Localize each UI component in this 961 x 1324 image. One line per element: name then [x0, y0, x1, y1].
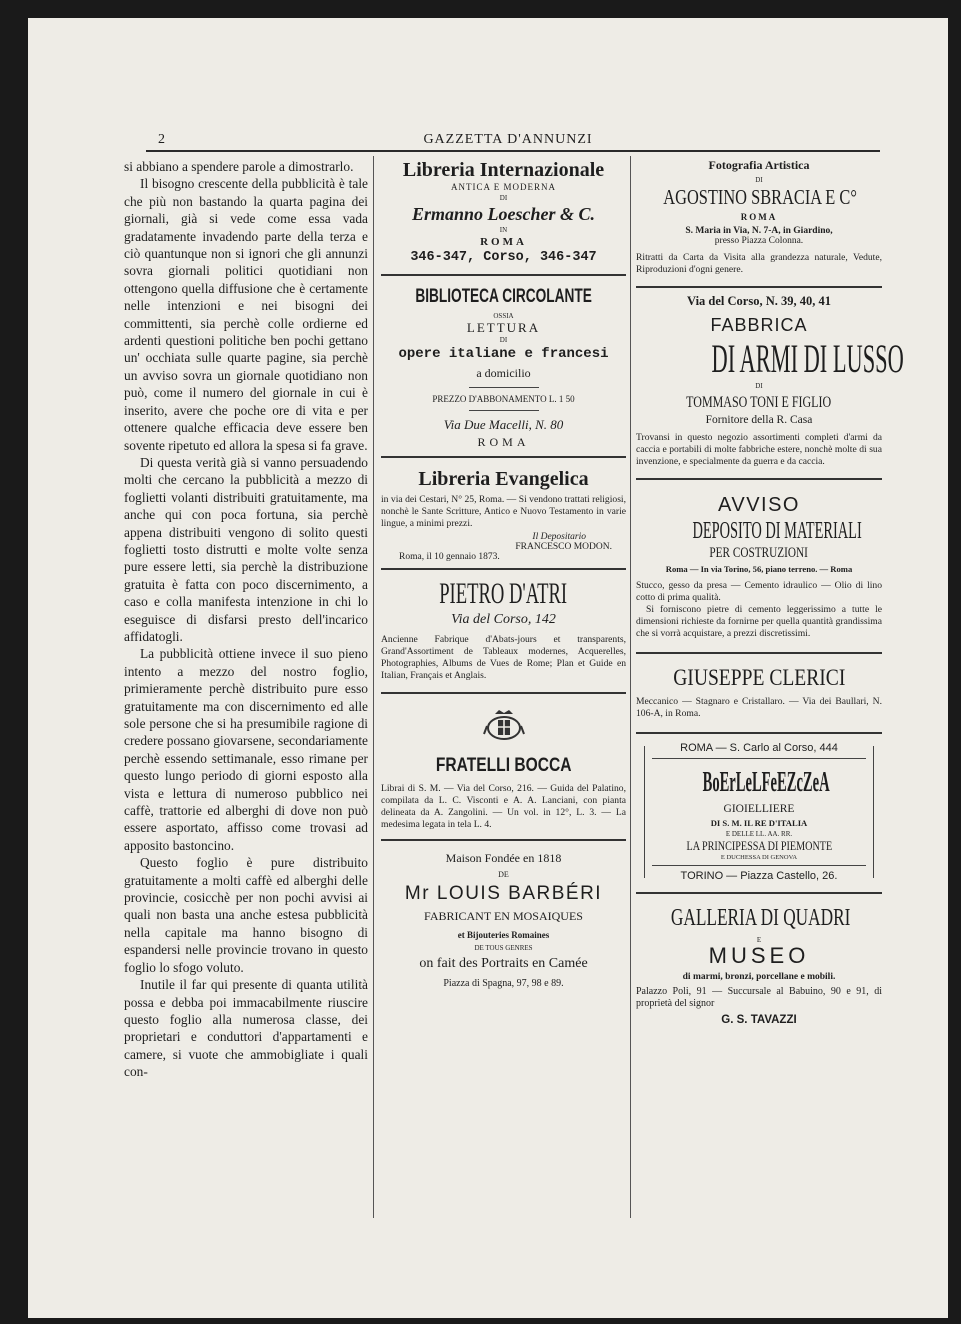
- ad-body: Ritratti da Carta da Visita alla grandezza naturale, Vedute, Riproduzioni d'ogni genere.: [636, 252, 882, 275]
- article-column: [124, 158, 368, 1081]
- ad-clerici: [636, 664, 882, 720]
- ad-divider: [636, 892, 882, 894]
- ad-body: Librai di S. M. — Via del Corso, 216. — Guida del Palatino, compilata da L. C. Visconti e A. A. Lanciani, con pianta delineata da A. Zangolini. — Un vol. in 12°, L. 3. — La medesima legata in tela L. 4.: [381, 783, 626, 830]
- ad-text: GIOIELLIERE: [723, 803, 795, 815]
- ad-signature: FRANCESCO MODON.: [515, 542, 612, 552]
- ad-signature: Il Depositario: [532, 532, 586, 542]
- frame-line: [644, 746, 645, 878]
- ad-title: AVVISO: [718, 494, 800, 516]
- ad-body: Meccanico — Stagnaro e Cristallaro. — Via dei Baullari, N. 106-A, in Roma.: [636, 696, 882, 719]
- ad-address: S. Maria in Via, N. 7-A, in Giardino,: [685, 226, 833, 236]
- ad-title: GALLERIA DI QUADRI: [670, 905, 851, 931]
- ad-text: DI: [499, 194, 508, 202]
- ad-text: et Bijouteries Romaines: [457, 930, 550, 940]
- ad-text: a domicilio: [476, 366, 531, 380]
- ad-title: Libreria Evangelica: [418, 468, 589, 490]
- ad-title: BIBLIOTECA CIRCOLANTE: [415, 286, 592, 307]
- ad-title: PIETRO D'ATRI: [439, 577, 568, 610]
- ad-text: DI S. M. IL RE D'ITALIA: [710, 818, 808, 828]
- ad-address: Via del Corso, 142: [451, 612, 556, 627]
- ad-subtitle: DEPOSITO DI MATERIALI: [692, 518, 862, 544]
- ad-address: Via del Corso, N. 39, 40, 41: [687, 294, 831, 308]
- ad-text: on fait des Portraits en Camée: [419, 956, 588, 971]
- ad-louis-barberi: [381, 851, 626, 989]
- frame-line: [873, 746, 874, 878]
- ad-divider: [381, 456, 626, 458]
- column-rule: [630, 156, 631, 1218]
- ad-column-right: [636, 158, 904, 1026]
- page-number: 2: [158, 132, 165, 147]
- ad-galleria: [636, 904, 882, 1026]
- ad-title: DI ARMI DI LUSSO: [711, 336, 904, 381]
- ad-logo: BoErLeLFeEZcZeA: [702, 767, 830, 798]
- paragraph: Inutile il far qui presente di quanta utilità possa e debba poi immacabilmente riuscire questo foglio alla numerosa classe, dei proprietari e conduttori d'appartamenti e camere, si vuote che ammobigliate i quali con-: [124, 977, 368, 1080]
- ad-title: FRATELLI BOCCA: [435, 755, 572, 776]
- ad-body: Ancienne Fabrique d'Abats-jours et transparents, Grand'Assortiment de Tableaux modernes, Acquerelles, Photographies, Albums de Vues de Rome; Plan et Guide en Italian, Français et Anglais.: [381, 634, 626, 681]
- ad-name: AGOSTINO SBRACIA E C°: [663, 185, 857, 209]
- ad-avviso: [636, 494, 882, 640]
- ad-city: ROMA: [480, 236, 527, 248]
- paragraph: si abbiano a spendere parole a dimostrarlo.: [124, 159, 354, 174]
- paragraph: Questo foglio è pure distribuito gratuitamente a molti caffè ed alberghi delle provincie, cosicchè per non pochi avvisi ai quali non basta una anche estesa pubblicità nella capitale ma hanno bisogno di espandersi nelle provincie trovano in questo foglio lo sfogo voluto.: [124, 855, 368, 975]
- header-rule: [146, 150, 880, 152]
- ad-subtitle: MUSEO: [708, 943, 810, 968]
- column-rule: [373, 156, 374, 1218]
- ad-divider: [636, 652, 882, 654]
- ad-text: PER COSTRUZIONI: [709, 545, 809, 561]
- ad-title: Mr LOUIS BARBÉRI: [404, 883, 603, 904]
- royal-crest-icon: [381, 708, 626, 749]
- ad-date: Roma, il 10 gennaio 1873.: [399, 552, 500, 562]
- ad-body: Palazzo Poli, 91 — Succursale al Babuino, 90 e 91, di proprietà del signor: [636, 986, 882, 1009]
- ad-name: TOMMASO TONI E FIGLIO: [686, 394, 832, 411]
- ad-owner: Ermanno Loescher & C.: [411, 204, 596, 224]
- ad-text: di marmi, bronzi, porcellane e mobili.: [682, 972, 836, 982]
- ad-address: presso Piazza Colonna.: [714, 236, 804, 246]
- ad-divider: [469, 387, 539, 388]
- ad-divider: [636, 286, 882, 288]
- ad-address: ROMA — S. Carlo al Corso, 444: [680, 742, 838, 754]
- ad-text: DE TOUS GENRES: [474, 944, 533, 952]
- ad-text: IN: [499, 226, 508, 234]
- newspaper-page: [28, 18, 948, 1318]
- ad-divider: [381, 274, 626, 276]
- ad-subtitle: ANTICA E MODERNA: [451, 182, 556, 192]
- ad-libreria-internazionale: [381, 158, 626, 268]
- ad-text: DI: [755, 176, 763, 184]
- ad-divider: [636, 732, 882, 734]
- ad-body: Trovansi in questo negozio assortimenti completi d'armi da caccia e portabili di molte fabbriche estere, nonchè molte di sua invenzione, e specialmente da guerra e da caccia.: [636, 432, 882, 467]
- ad-price: PREZZO D'ABBONAMENTO L. 1 50: [432, 394, 575, 404]
- ad-text: FABRICANT EN MOSAIQUES: [424, 909, 583, 923]
- ad-divider: [381, 692, 626, 694]
- ad-text: E: [756, 936, 762, 944]
- ad-fratelli-bocca: [381, 708, 626, 831]
- paragraph: Di questa verità già si vanno persuadendo molti che cercano la pubblicità a mezzo di foglietti volanti distribuiti gratuitamente, ma anche qui con poca fortuna, sia perchè appena distribuiti vengono di solito questi foglietti tosto distrutti e molte volte senza pure essere letti, sia perchè la distribuzione gratuita è fatta con poco discernimento, a caso e colla manifesta intenzione in chi lo eseguisce di disfarsi presto dell'incarico affidatogli.: [124, 454, 368, 644]
- ad-text: E DELLE LL. AA. RR.: [725, 830, 793, 838]
- ad-address: Roma — In via Torino, 56, piano terreno. — Roma: [665, 564, 853, 574]
- ad-body: Si forniscono pietre di cemento leggerissimo a tutte le dimensioni richieste da fornirne per quella quantità grandissima che si vorrà acquistare, a prezzi discretissimi.: [636, 604, 882, 639]
- ad-fotografia: [636, 158, 882, 276]
- ad-name: G. S. TAVAZZI: [721, 1014, 797, 1026]
- ad-title: GIUSEPPE CLERICI: [672, 665, 846, 690]
- ad-divider: [381, 568, 626, 570]
- ad-title: Libreria Internazionale: [402, 159, 605, 181]
- ad-pietro-datri: [381, 576, 626, 682]
- ad-text: Maison Fondée en 1818: [445, 851, 562, 865]
- ad-text: DI: [499, 336, 508, 344]
- ad-text: Fornitore della R. Casa: [705, 414, 813, 426]
- ad-libreria-evangelica: [381, 466, 626, 562]
- paragraph: La pubblicità ottiene invece il suo pieno intento a mezzo del nostro foglio, primieramente perchè distribuito pure esso gratuitamente ma con discernimento ed alle sole persone che si ha presumibile ragione di credere possano giovarsene, secondariamente perchè essendo settimanale, esso rimane per questo lungo periodo di giorni esposto alla vista e lettura di numeroso pubblico nei caffè, trattorie ed alberghi di dove non può essere asportato, affisso come trovasi ad apposito bastoncino.: [124, 646, 368, 853]
- ad-city: ROMA: [740, 212, 778, 222]
- ad-text: FABBRICA: [710, 315, 808, 335]
- ad-biblioteca: [381, 286, 626, 450]
- ad-text: LETTURA: [466, 320, 541, 335]
- ad-title: Fotografia Artistica: [708, 158, 810, 172]
- ad-text: OSSIA: [493, 312, 514, 320]
- ad-body: Stucco, gesso da presa — Cemento idraulico — Olio di lino cotto di prima qualità.: [636, 580, 882, 603]
- ad-text: DI: [755, 382, 763, 390]
- ad-armi: [636, 294, 904, 468]
- ad-column-middle: [381, 158, 626, 989]
- ad-body: in via dei Cestari, N° 25, Roma. — Si vendono trattati religiosi, nonchè le Sante Scritture, Antico e Nuovo Testamento in varie lingue, a minimi prezzi.: [381, 494, 626, 529]
- paragraph: Il bisogno crescente della pubblicità è tale che più non bastando la quarta pagina dei giornali, già si vede come essa vada gradatamente invadendo parte della terza e ciò quantunque non si ignori che gli annunzi sovra giornali politici quotidiani non ottengono quella diffusione che è certamente nelle intenzioni e nei bisogni dei committenti, sia perchè colle ordierne ed ardenti questioni politiche ben pochi gettano un' occhiata sulle quarte pagine, sia perchè un avviso sovra un giornale quotidiano non può, come il numero del giornale in cui è inserito, avere che poche ore di vita e per ottenere qualche efficacia deve essere ben sovente ripetuto ed allora la spesa si fa grave.: [124, 176, 368, 453]
- ad-text: LA PRINCIPESSA DI PIEMONTE: [686, 838, 832, 853]
- ad-bellezza: [636, 738, 882, 886]
- ad-divider: [636, 478, 882, 480]
- ad-text: E DUCHESSA DI GENOVA: [720, 854, 798, 861]
- ad-divider: [469, 410, 539, 411]
- ad-text: opere italiane e francesi: [398, 346, 609, 362]
- ad-address: Via Due Macelli, N. 80: [443, 417, 564, 432]
- ad-address: TORINO — Piazza Castello, 26.: [680, 870, 838, 882]
- ad-text: DE: [498, 870, 509, 879]
- ad-address: Piazza di Spagna, 97, 98 e 89.: [443, 978, 564, 989]
- ad-divider: [652, 758, 866, 759]
- ad-divider: [652, 865, 866, 866]
- ad-city: ROMA: [477, 435, 530, 449]
- masthead-title: GAZZETTA D'ANNUNZI: [423, 132, 593, 147]
- ad-address: 346-347, Corso, 346-347: [410, 250, 597, 265]
- ad-divider: [381, 839, 626, 841]
